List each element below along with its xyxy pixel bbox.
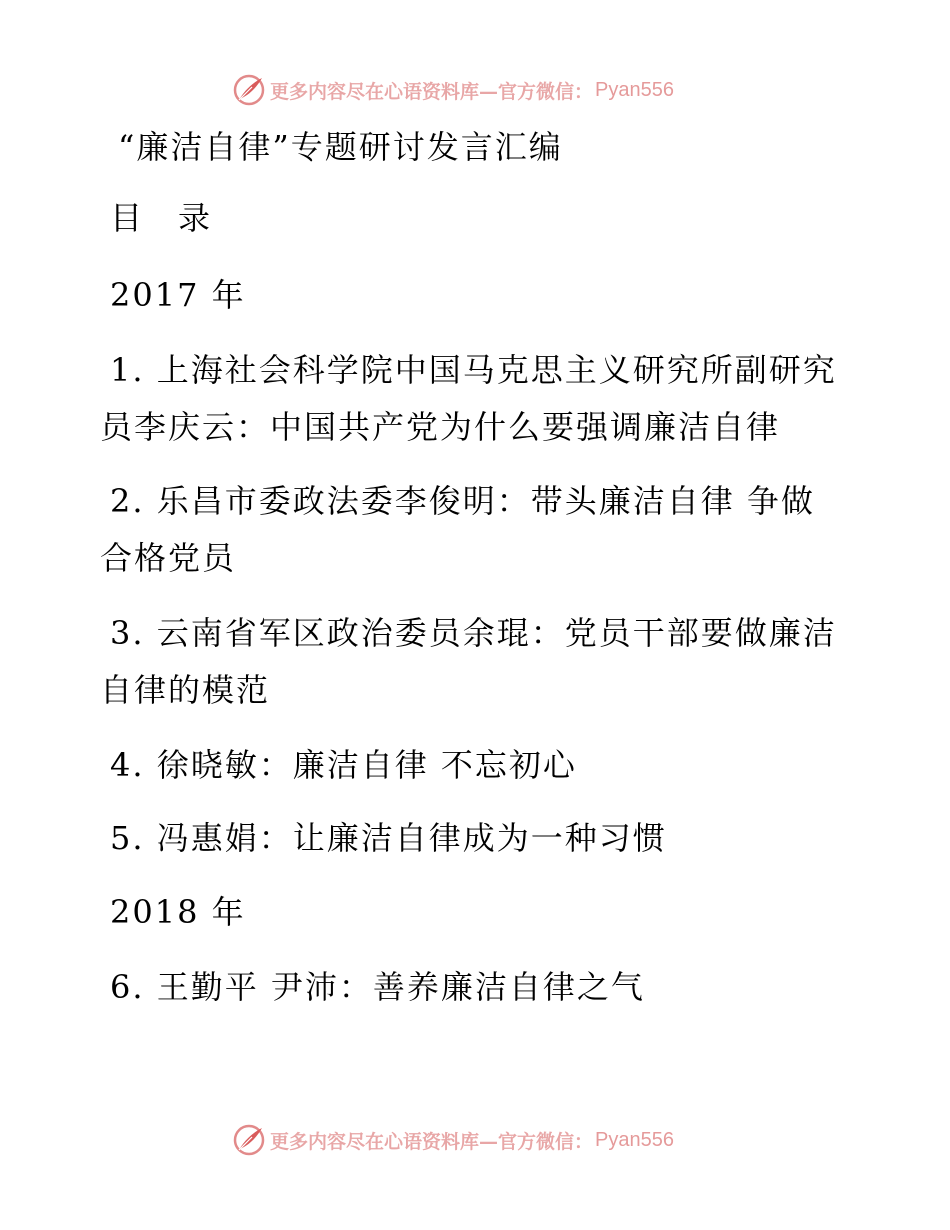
toc-entry-3-line-1: 3. 云南省军区政治委员余琨：党员干部要做廉洁 [110,614,837,652]
year-heading-2017: 2017 年 [110,276,246,314]
toc-entry-1-line-1: 1. 上海社会科学院中国马克思主义研究所副研究 [110,351,837,389]
watermark-text: 更多内容尽在心语资料库—官方微信： [270,80,594,103]
watermark-footer [232,1120,674,1160]
watermark-wechat-id: Pyan556 [595,78,674,101]
toc-entry-1-line-2: 员李庆云：中国共产党为什么要强调廉洁自律 [100,408,781,446]
year-heading-2018: 2018 年 [110,893,246,931]
toc-heading-char-1: 目 [110,199,143,237]
toc-entry-3-line-2: 自律的模范 [100,671,271,709]
watermark-text: 更多内容尽在心语资料库—官方微信： [270,1130,594,1153]
feather-logo-icon [232,73,266,107]
feather-logo-icon [232,1123,266,1157]
watermark-wechat-id: Pyan556 [595,1128,674,1151]
toc-entry-4: 4. 徐晓敏：廉洁自律 不忘初心 [110,746,577,784]
document-title: “廉洁自律”专题研讨发言汇编 [118,128,563,166]
toc-heading-char-2: 录 [178,199,211,237]
toc-entry-5: 5. 冯惠娟：让廉洁自律成为一种习惯 [110,819,667,857]
watermark-header [232,70,674,110]
toc-entry-2-line-1: 2. 乐昌市委政法委李俊明：带头廉洁自律 争做 [110,482,815,520]
toc-entry-6: 6. 王勤平 尹沛：善养廉洁自律之气 [110,968,645,1006]
toc-heading [110,198,210,238]
toc-entry-2-line-2: 合格党员 [100,539,237,577]
